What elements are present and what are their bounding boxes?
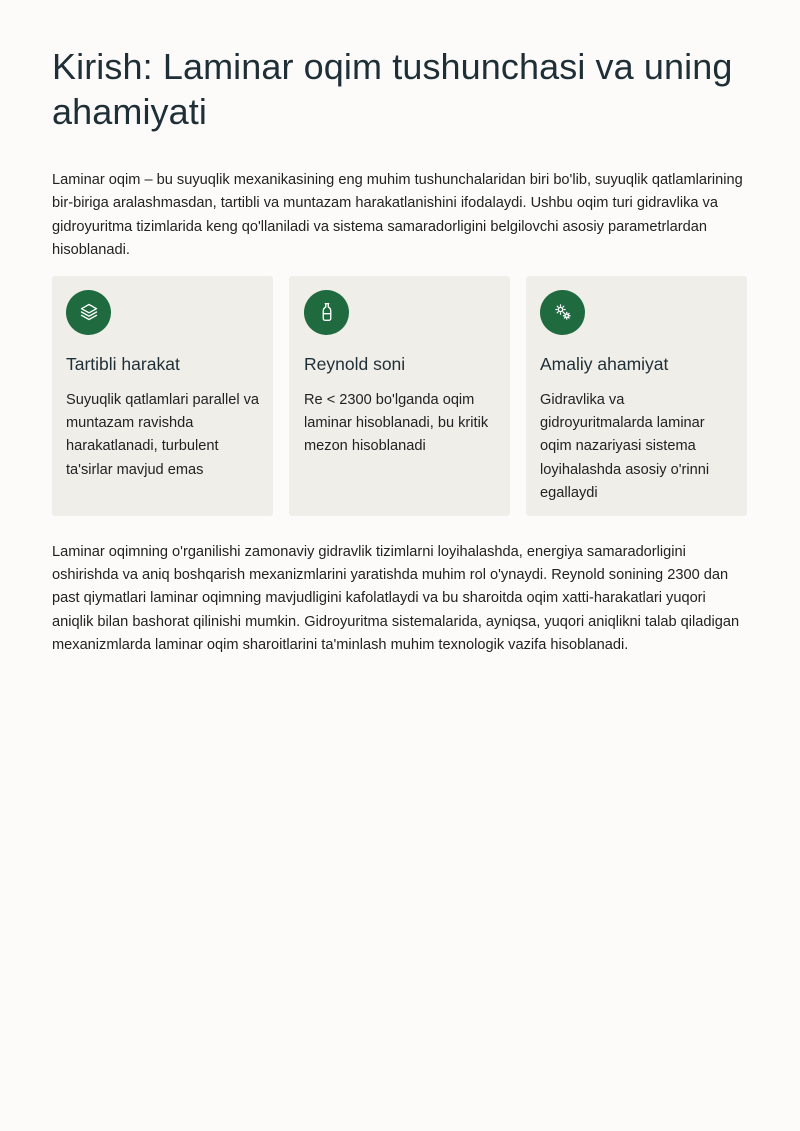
card-title: Tartibli harakat xyxy=(66,353,180,374)
flask-icon xyxy=(304,290,349,335)
outro-paragraph: Laminar oqimning o'rganilishi zamonaviy gidravlik tizimlarni loyihalashda, energiya samaradorligini oshirishda va aniq boshqarish mexanizmlarini yaratishda muhim rol o'ynaydi. Reynold sonining 2300 dan past qiymatlari laminar oqimning mavjudligini kafolatlaydi va bu sharoitda oqim xatti-harakatlari yuqori aniqlik bilan bashorat qilinishi mumkin. Gidroyuritma sistemalarida, ayniqsa, yuqori aniqlikni talab qiladigan mexanizmlarda laminar oqim sharoitlarini ta'minlash muhim texnologik vazifa hisoblanadi. xyxy=(52,543,740,654)
feature-cards xyxy=(52,276,748,516)
card-text: Gidravlika va gidroyuritmalarda laminar oqim nazariyasi sistema loyihalashda asosiy o'rinni egallaydi xyxy=(540,391,710,502)
gears-icon xyxy=(540,290,585,335)
card-title: Amaliy ahamiyat xyxy=(540,353,669,374)
card-title: Reynold soni xyxy=(304,353,406,374)
card-text: Suyuqlik qatlamlari parallel va muntazam ravishda harakatlanadi, turbulent ta'sirlar mavjud emas xyxy=(66,391,260,478)
card-text: Re < 2300 bo'lganda oqim laminar hisoblanadi, bu kritik mezon hisoblanadi xyxy=(304,391,489,455)
layers-icon xyxy=(66,290,111,335)
card-tartibli-harakat xyxy=(52,276,273,516)
card-amaliy-ahamiyat xyxy=(526,276,747,516)
page-title: Kirish: Laminar oqim tushunchasi va uning ahamiyati xyxy=(52,46,733,132)
intro-paragraph: Laminar oqim – bu suyuqlik mexanikasining eng muhim tushunchalaridan biri bo'lib, suyuqlik qatlamlarining bir-biriga aralashmasdan, tartibli va muntazam harakatlanishini ifodalaydi. Ushbu oqim turi gidravlika va gidroyuritma tizimlarida keng qo'llaniladi va sistema samaradorligini belgilovchi asosiy parametrlardan hisoblanadi. xyxy=(52,172,743,259)
card-reynold-soni xyxy=(289,276,510,516)
